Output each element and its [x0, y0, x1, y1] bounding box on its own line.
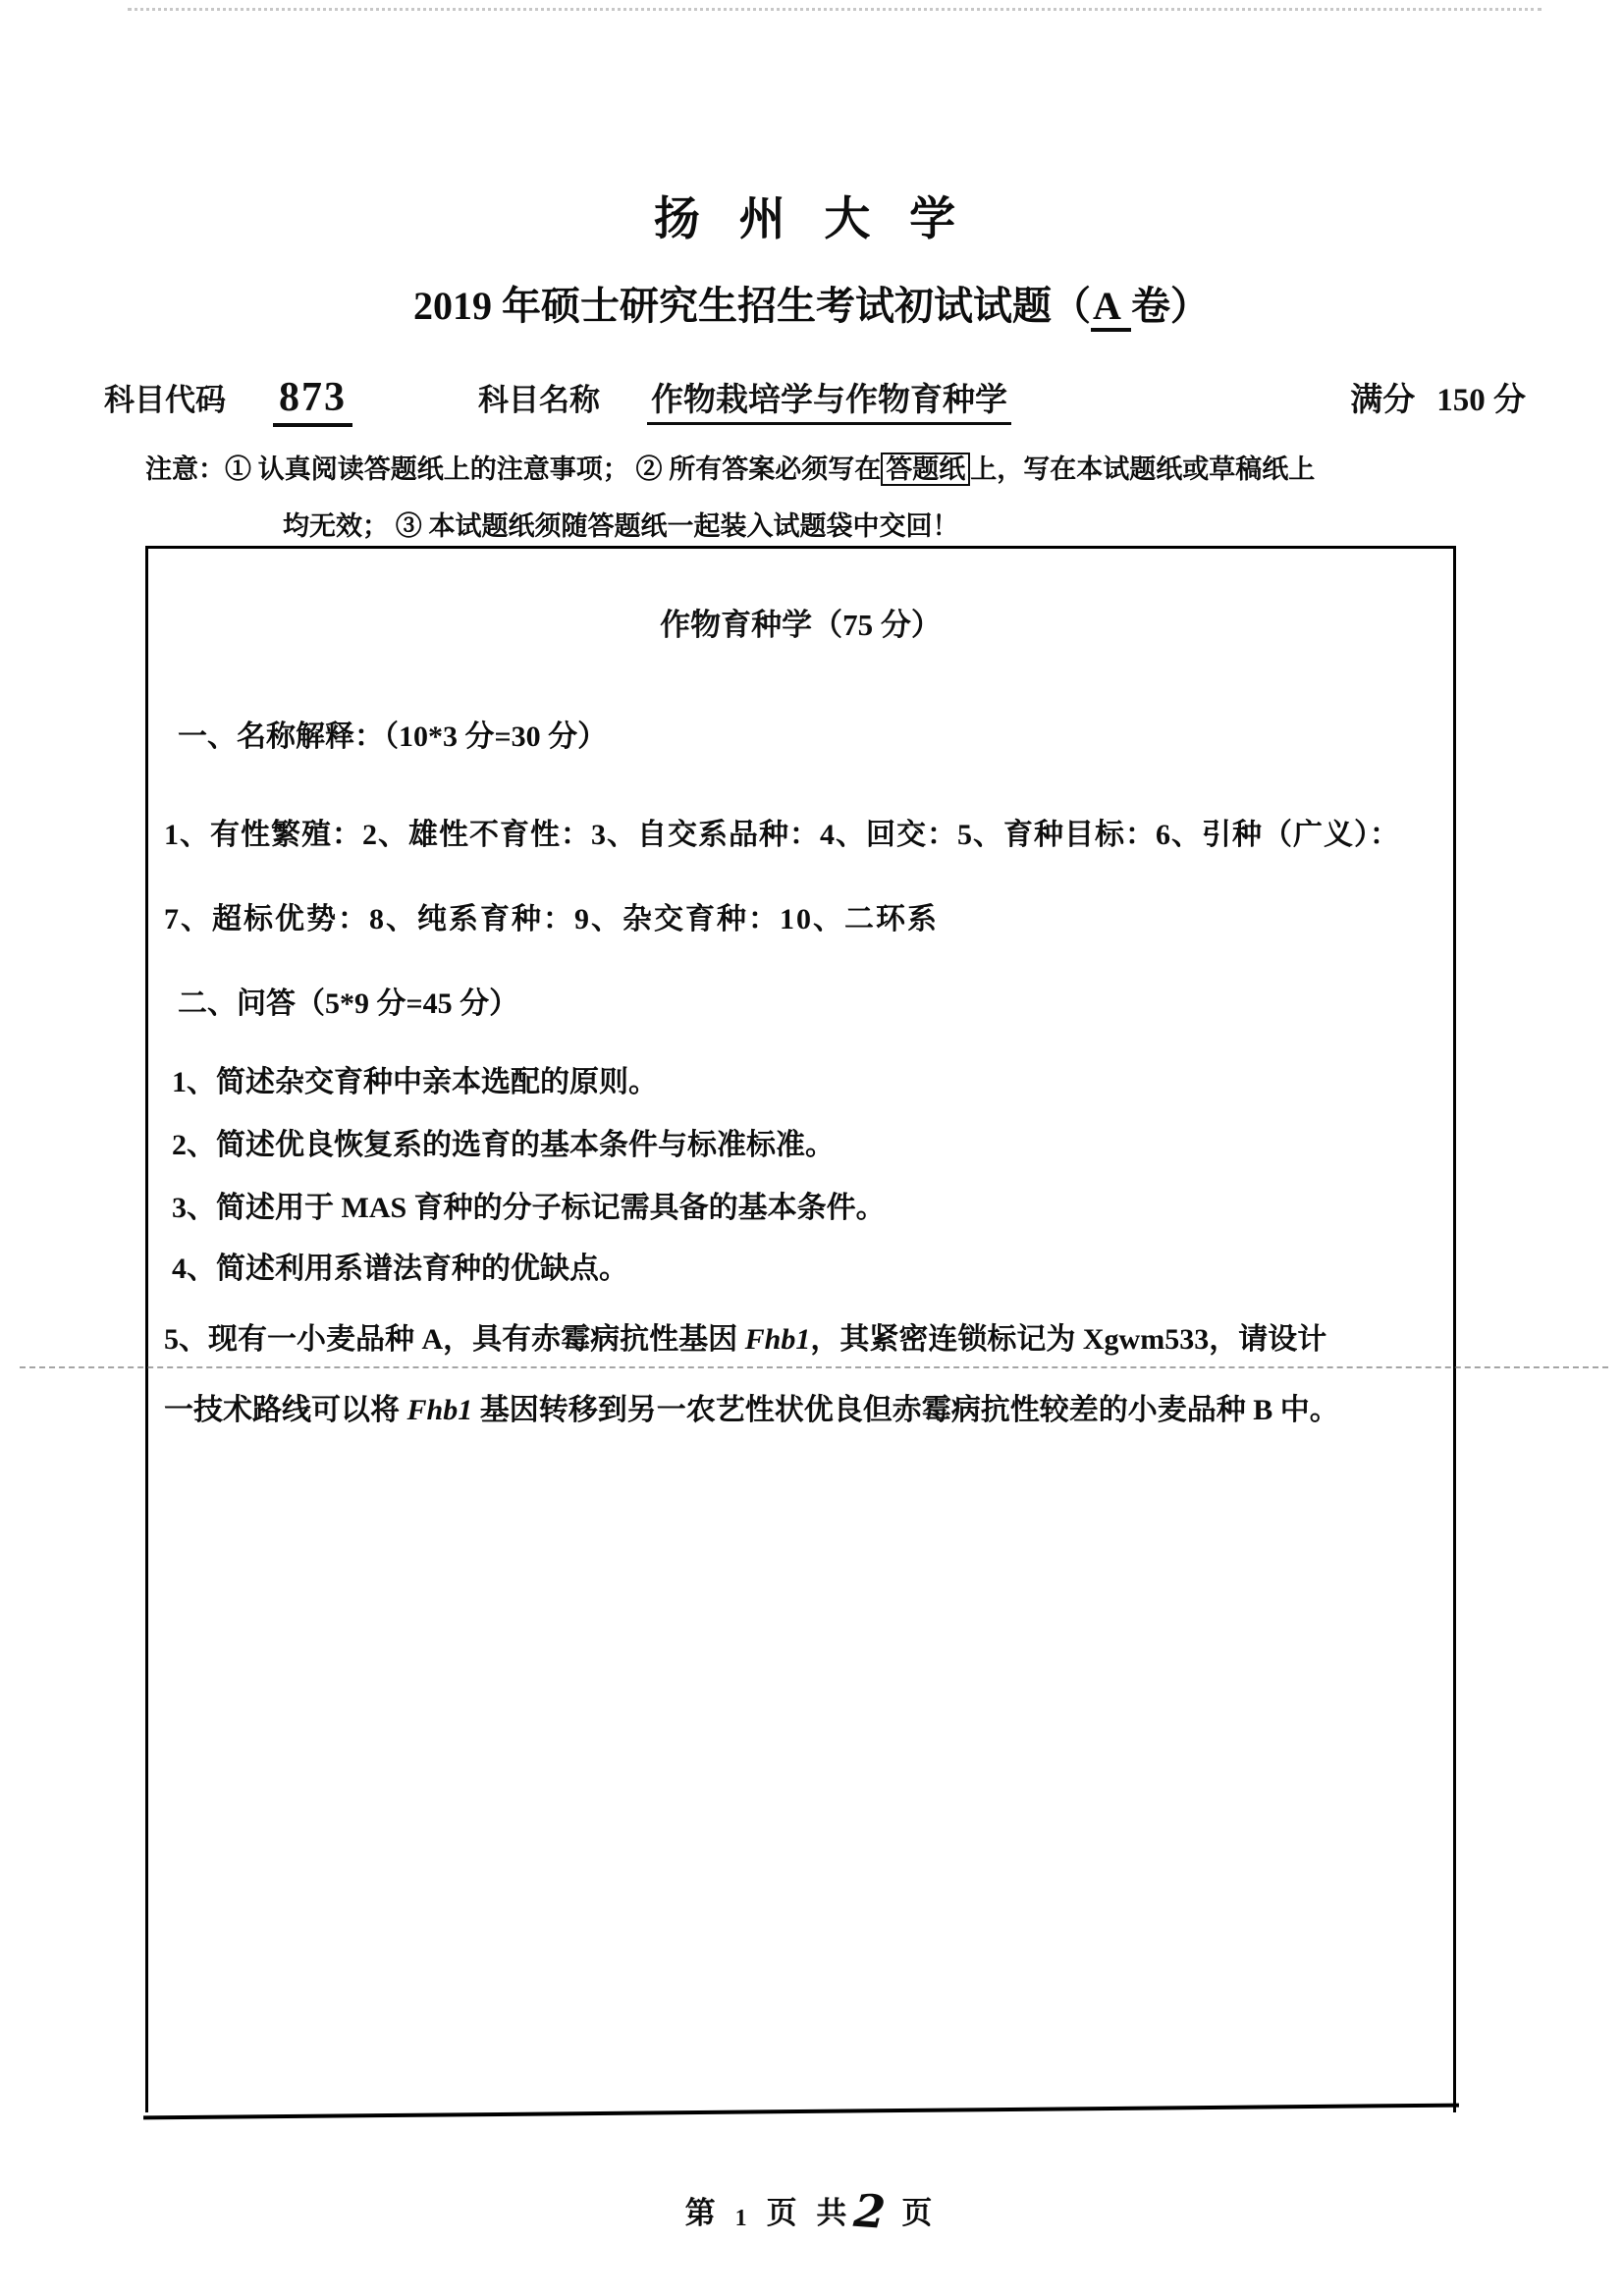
part1-heading: 一、名称解释：（10*3 分=30 分） — [178, 721, 608, 753]
notice-line-2: 均无效； ③ 本试题纸须随答题纸一起装入试题袋中交回！ — [283, 511, 959, 542]
exam-title-post: 卷） — [1130, 284, 1210, 328]
q5-gene-fhb1-2: Fhb1 — [406, 1394, 473, 1426]
full-score-label: 满分 — [1350, 383, 1416, 418]
footer-total-pages: 2 — [852, 2183, 893, 2240]
notice-line1-part2: 上，写在本试题纸或草稿纸上 — [970, 454, 1316, 484]
notice-line-1 — [145, 452, 1481, 487]
exam-title-pre: 2019 年硕士研究生招生考试初试试题（ — [413, 284, 1092, 328]
subject-code-value: 873 — [273, 374, 352, 427]
notice-label: 注意： — [145, 454, 225, 484]
university-title: 扬 州 大 学 — [653, 194, 970, 245]
part1-terms-line-1: 1、有性繁殖：2、雄性不育性：3、自交系品种：4、回交：5、育种目标：6、引种（广义）： — [164, 819, 1400, 851]
page-footer — [0, 2181, 1623, 2240]
footer-suffix: 页 — [901, 2196, 939, 2230]
notice-boxed-term: 答题纸 — [881, 453, 970, 486]
question-3: 3、简述用于 MAS 育种的分子标记需具备的基本条件。 — [172, 1192, 886, 1224]
exam-title — [0, 275, 1623, 331]
scan-fold-line — [20, 1366, 1608, 1368]
footer-prefix: 第 — [684, 2196, 722, 2230]
question-box — [145, 546, 1456, 2112]
footer-middle: 页 共 — [766, 2196, 853, 2230]
q5-line1-mid: ，其紧密连锁标记为 — [810, 1323, 1083, 1356]
full-score — [1350, 374, 1526, 420]
subject-meta-line — [104, 374, 1526, 427]
section-title: 作物育种学（75 分） — [660, 608, 942, 642]
q5-line2-pre: 一技术路线可以将 — [164, 1394, 407, 1426]
footer-page-number: 1 — [734, 2206, 753, 2231]
subject-code-label: 科目代码 — [104, 383, 226, 417]
question-5-line-2 — [164, 1385, 1441, 1428]
notice-line1-part1: ① 认真阅读答题纸上的注意事项； ② 所有答案必须写在 — [225, 454, 882, 484]
question-2: 2、简述优良恢复系的选育的基本条件与标准标准。 — [172, 1129, 835, 1161]
exam-paper-letter: A — [1091, 284, 1131, 332]
notice-block — [145, 452, 1481, 545]
scan-artifact-top — [128, 8, 1542, 11]
part1-terms-line-2: 7、超标优势：8、纯系育种：9、杂交育种：10、二环系 — [164, 903, 939, 935]
q5-marker-xgwm533: Xgwm533 — [1082, 1323, 1210, 1356]
question-1: 1、简述杂交育种中亲本选配的原则。 — [172, 1066, 658, 1098]
q5-line1-pre: 5、现有一小麦品种 A，具有赤霉病抗性基因 — [164, 1323, 745, 1356]
q5-line1-end: ，请设计 — [1209, 1323, 1327, 1356]
question-5-line-1 — [164, 1314, 1441, 1358]
q5-gene-fhb1: Fhb1 — [744, 1323, 811, 1356]
q5-line2-post: 基因转移到另一农艺性状优良但赤霉病抗性较差的小麦品种 B 中。 — [472, 1394, 1339, 1426]
question-4: 4、简述利用系谱法育种的优缺点。 — [172, 1253, 628, 1285]
full-score-value: 150 分 — [1436, 383, 1526, 418]
part2-heading: 二、问答（5*9 分=45 分） — [178, 988, 519, 1020]
subject-name-label: 科目名称 — [478, 383, 600, 417]
subject-name-value: 作物栽培学与作物育种学 — [647, 374, 1011, 425]
